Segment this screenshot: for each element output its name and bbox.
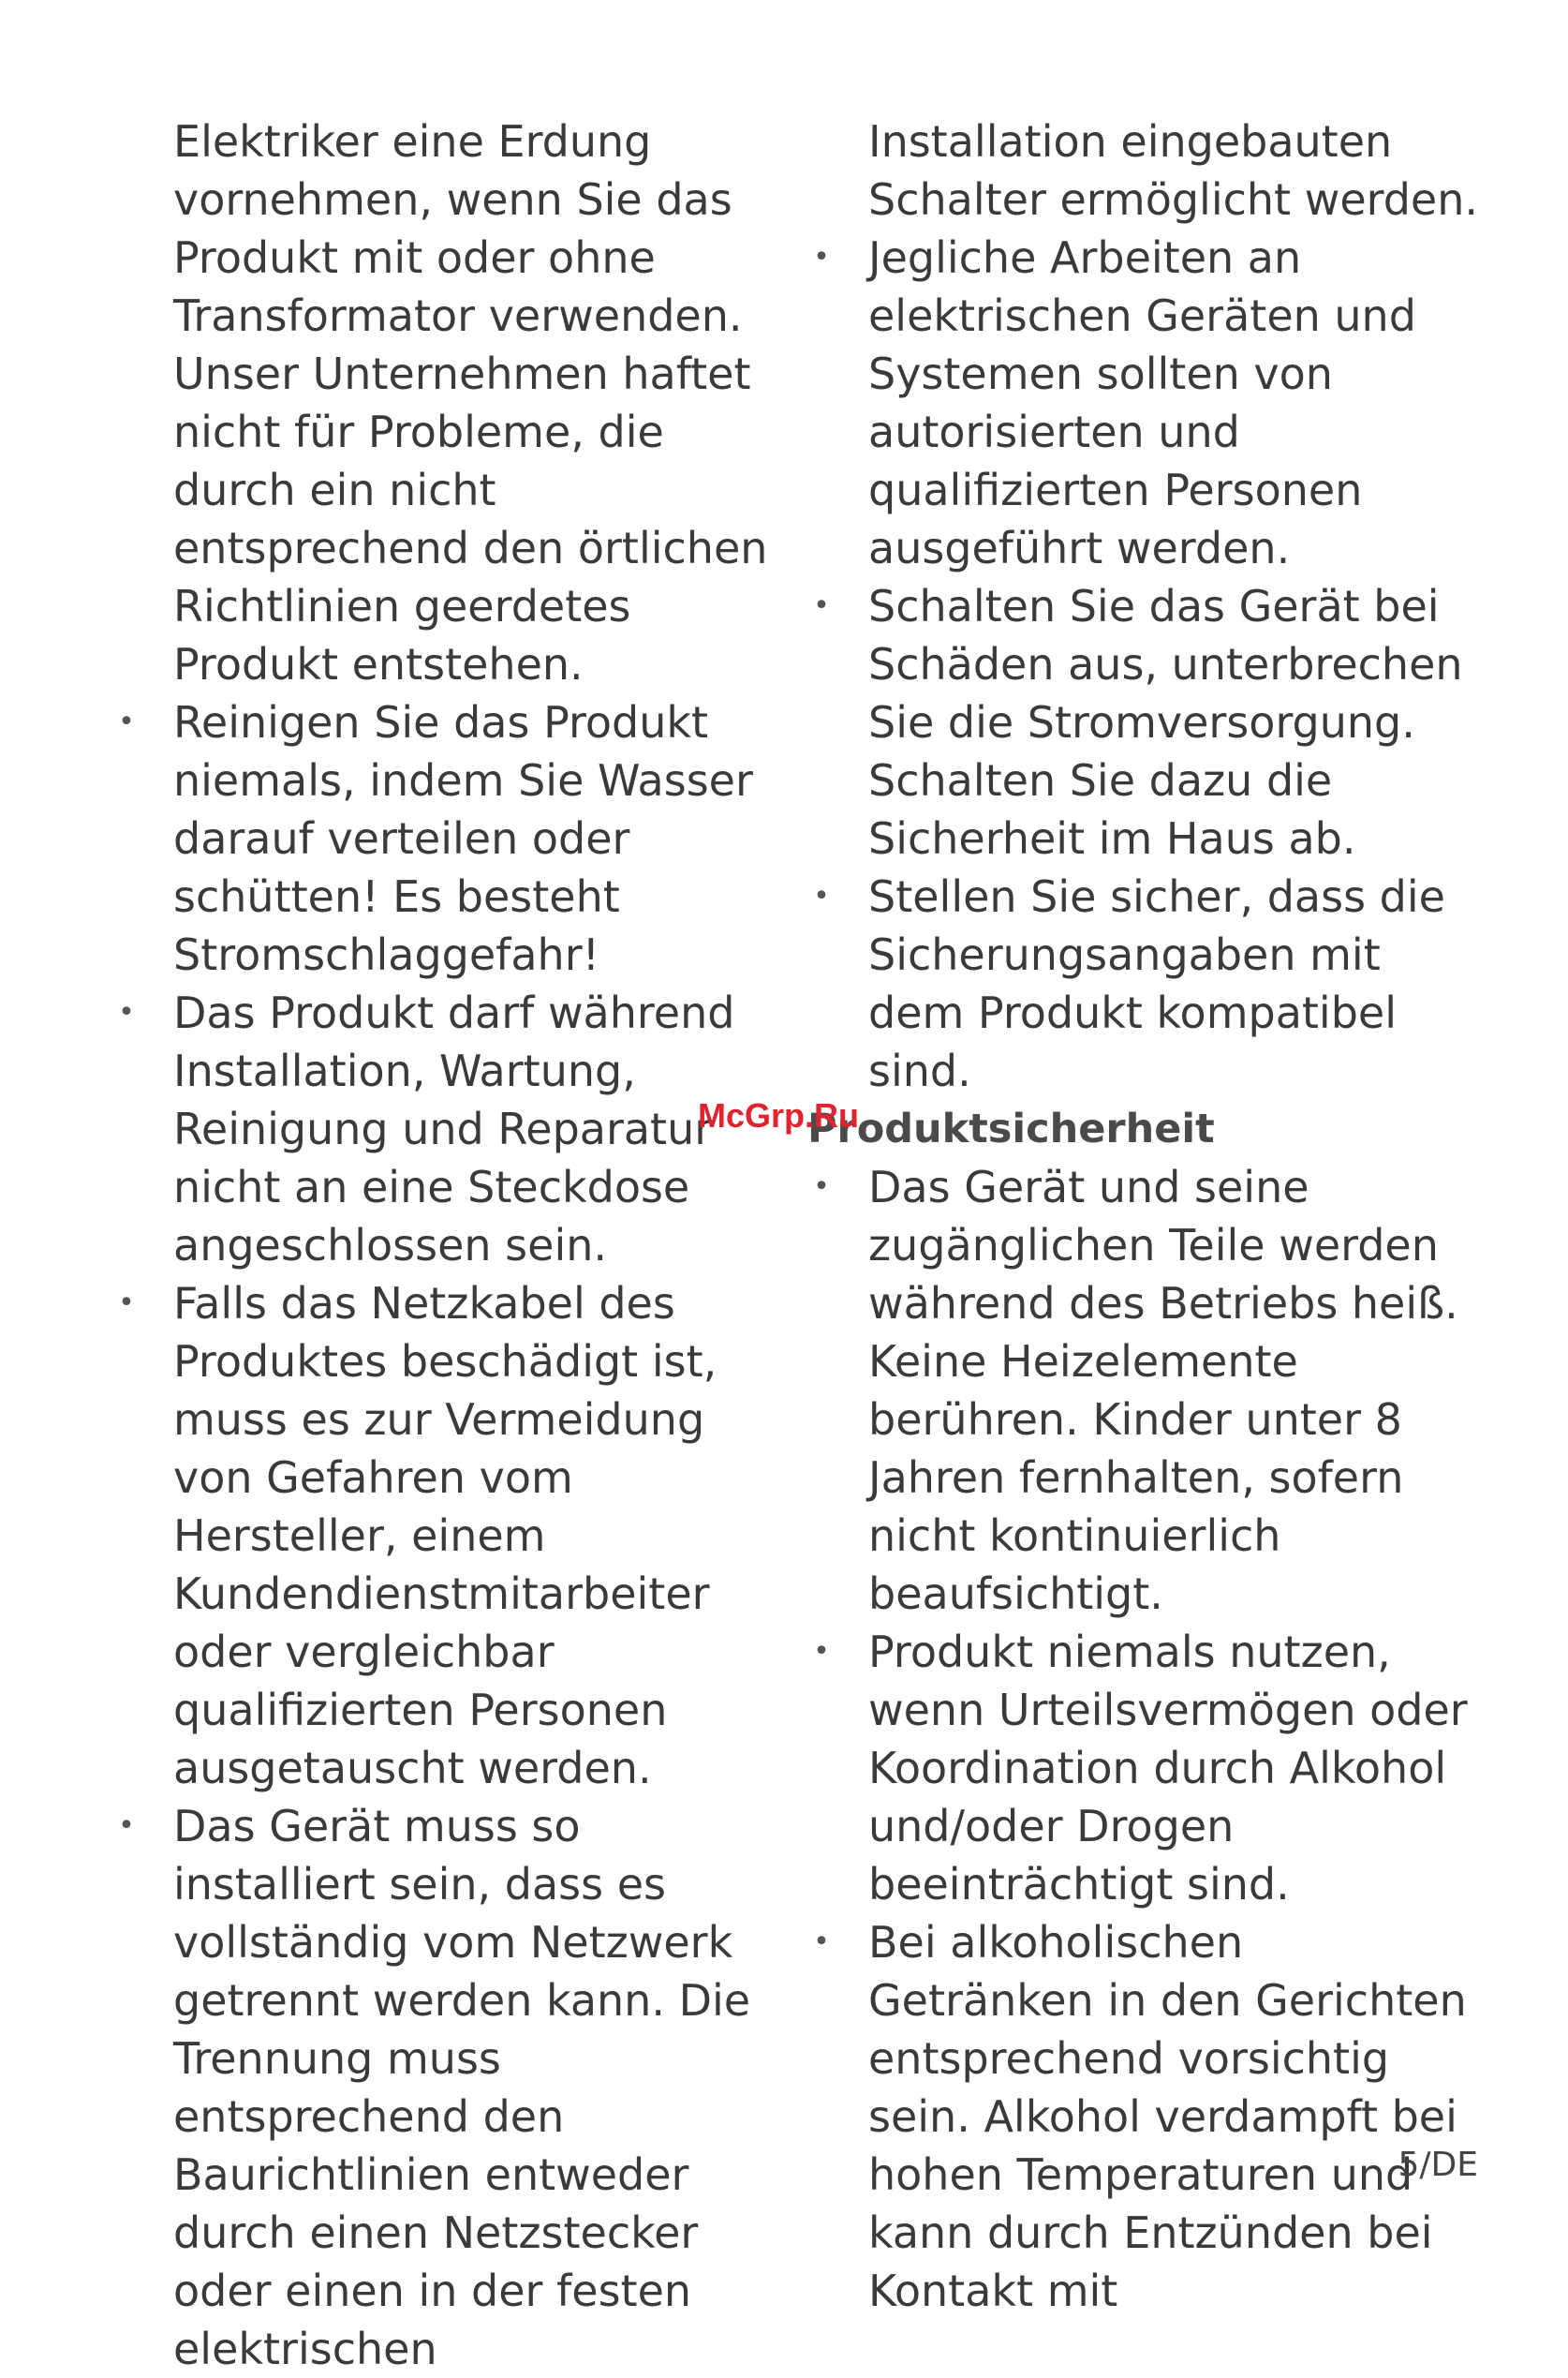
list-item-text: Schalten Sie das Gerät bei Schäden aus, unterbrechen Sie die Stromversorgung. Schalten Sie dazu die Sicherheit im Haus ab. (868, 581, 1463, 864)
section-heading: Produktsicherheit (807, 1106, 1215, 1152)
list-item (112, 693, 768, 984)
bullet-icon: • (813, 241, 830, 274)
bullet-icon: • (813, 1925, 830, 1958)
list-item-text: Reinigen Sie das Produkt niemals, indem Sie Wasser darauf verteilen oder schütten! Es besteht Stromschlaggefahr! (173, 697, 753, 980)
list-item (112, 984, 768, 1274)
list-item-text: Produkt niemals nutzen, wenn Urteilsvermögen oder Koordination durch Alkohol und/oder Drogen beeinträchtigt sind. (868, 1627, 1468, 1910)
right-column (807, 112, 1482, 2320)
list-item (112, 1274, 768, 1797)
list-item (807, 868, 1482, 1100)
bullet-icon: • (813, 880, 830, 913)
list-item-text: Das Produkt darf während Installation, Wartung, Reinigung und Reparatur nicht an eine Steckdose angeschlossen sein. (173, 988, 735, 1271)
watermark: McGrp.Ru (698, 1096, 860, 1135)
bullet-icon: • (813, 589, 830, 622)
list-item (807, 1158, 1482, 1623)
intro-paragraph: Elektriker eine Erdung vornehmen, wenn Sie das Produkt mit oder ohne Transformator verwenden. Unser Unternehmen haftet nicht für Probleme, die durch ein nicht entsprechend den örtlichen Richtlinien geerdetes Produkt entstehen. (173, 116, 768, 690)
list-item-text: Falls das Netzkabel des Produktes beschädigt ist, muss es zur Vermeidung von Gefahren vom Hersteller, einem Kundendienstmitarbeiter oder vergleichbar qualifizierten Personen ausgetauscht werden. (173, 1278, 717, 1793)
bullet-icon: • (118, 1286, 135, 1319)
list-item (112, 1797, 768, 2378)
continued-paragraph: Installation eingebauten Schalter ermöglicht werden. (868, 116, 1479, 225)
bullet-icon: • (813, 1635, 830, 1668)
list-item-text: Bei alkoholischen Getränken in den Gerichten entsprechend vorsichtig sein. Alkohol verdampft bei hohen Temperaturen und kann durch Entzünden bei Kontakt mit (868, 1917, 1467, 2316)
list-item (807, 229, 1482, 577)
bullet-icon: • (118, 996, 135, 1029)
left-column (112, 112, 768, 2378)
list-item (807, 1913, 1482, 2320)
bullet-icon: • (118, 706, 135, 738)
list-item (807, 1623, 1482, 1913)
list-item-text: Stellen Sie sicher, dass die Sicherungsangaben mit dem Produkt kompatibel sind. (868, 871, 1445, 1096)
bullet-icon: • (813, 1170, 830, 1203)
list-item-text: Das Gerät muss so installiert sein, dass es vollständig vom Netzwerk getrennt werden kann. Die Trennung muss entsprechend den Baurichtlinien entweder durch einen Netzstecker oder einen in der festen elektrischen (173, 1801, 751, 2374)
list-item-text: Jegliche Arbeiten an elektrischen Geräten und Systemen sollten von autorisierten und qualifizierten Personen ausgeführt werden. (868, 232, 1416, 573)
page-number: 5/DE (1398, 2146, 1478, 2184)
list-item (807, 577, 1482, 868)
list-item-text: Das Gerät und seine zugänglichen Teile werden während des Betriebs heiß. Keine Heizelemente berühren. Kinder unter 8 Jahren fernhalten, sofern nicht kontinuierlich beaufsichtigt. (868, 1162, 1458, 1619)
bullet-icon: • (118, 1809, 135, 1842)
